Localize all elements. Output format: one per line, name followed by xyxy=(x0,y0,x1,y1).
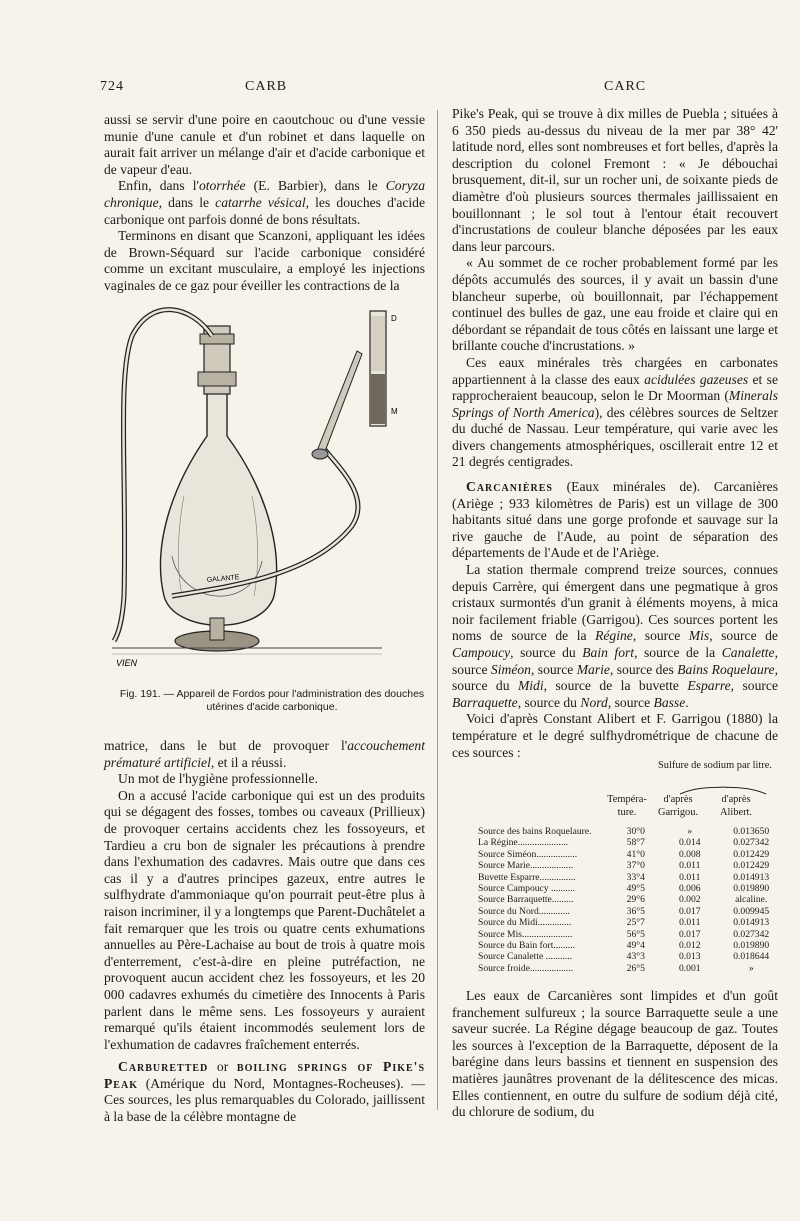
paragraph: La station thermale comprend treize sources, connues depuis Carrère, qui émergent dans une pegmatique à gros cristaux surmontés d'un granit à éléments moyens, à mica noir facilement friable (Garrigou). Ces sources portent les noms de source de la Régine, source Mis, source de Campoucy, source du Bain fort, source de la Canalette, source Siméon, source Marie, source des Bains Roquelaure, source du Midi, source de la buvette Esparre, source Barraquette, source du Nord, source Basse. xyxy=(452,562,778,710)
table-cell: Source du Bain fort......... xyxy=(478,940,575,952)
table-cell: Source Mis..................... xyxy=(478,928,573,940)
paragraph: Pike's Peak, qui se trouve à dix milles de Puebla ; situées à 6 350 pieds au-dessus du niveau de la mer par 38° 42' latitude nord, elles sont nombreuses et fort belles, d'après la description du colonel Fremont : « Je débouchai brusquement, dit-il, sur un rocher uni, de soixante pieds de diamètre d'où plusieurs sources thermales jaillissaient en bouillonnant ; le sol tout à l'entour était recouvert d'incrustations de couleur blanche déposées par les eaux dans leur parcours. xyxy=(452,106,778,254)
table-cell: 0.006 xyxy=(678,883,701,895)
paragraph: Voici d'après Constant Alibert et F. Garrigou (1880) la température et le degré sulfhydrométrique de chacune de ces sources : xyxy=(452,711,778,760)
table-cell: » xyxy=(687,826,693,837)
table-cell: 0.008 xyxy=(678,848,701,860)
paragraph: aussi se servir d'une poire en caoutchouc ou d'une vessie munie d'une canule et d'un robinet et dans laquelle on aurait fait arriver un mélange d'air et d'acide carbonique et de vapeur d'eau. xyxy=(104,112,425,177)
table-cell: Buvette Esparre............... xyxy=(478,871,576,883)
table-cell: 30°0 xyxy=(626,826,645,837)
table-cell: 0.018644 xyxy=(733,951,770,963)
table-cell: alcaline. xyxy=(735,894,768,906)
table-cell: 0.013 xyxy=(678,951,701,963)
table-cell: Source du Nord............. xyxy=(478,905,570,917)
col-header-alibert: d'après Alibert. xyxy=(719,794,753,818)
table-row xyxy=(478,860,783,871)
paragraph: Carcanières (Eaux minérales de). Carcanières (Ariège ; 933 kilomètres de Paris) est un village de 300 habitants situé dans une gorge profonde et sauvage sur la rive gauche de l'Aude, au point de séparation des départements de l'Aude et de l'Ariège. xyxy=(452,479,778,561)
table-row xyxy=(478,883,783,894)
label-vien: VIEN xyxy=(116,658,138,668)
table-row xyxy=(478,849,783,860)
table-cell: 0.011 xyxy=(679,917,701,929)
paragraph: Ces eaux minérales très chargées en carbonates appartiennent à la classe des eaux acidulées gazeuses et se rapprocheraient beaucoup, selon le Dr Moorman (Minerals Springs of North America), des célèbres sources de Seltzer du duché de Nassau. Leur température, qui varie avec les divers changements atmosphériques, oscillerait entre 12 et 21 degrés centigrades. xyxy=(452,354,779,470)
running-head-left: CARB xyxy=(245,79,288,94)
right-column-bottom xyxy=(452,988,778,1121)
table-cell: 37°0 xyxy=(626,860,645,872)
table-cell: 41°0 xyxy=(626,848,645,860)
table-cell: 0.012429 xyxy=(733,848,770,860)
table-cell: Source Marie.................. xyxy=(478,860,574,872)
table-cell: 26°5 xyxy=(626,962,645,974)
table-cell: 0.002 xyxy=(678,894,701,906)
right-column-top xyxy=(452,106,778,761)
paragraph: Enfin, dans l'otorrhée (E. Barbier), dans le Coryza chronique, dans le catarrhe vésical, les douches d'acide carbonique ont parfois donné de bons résultats. xyxy=(104,178,426,227)
table-row xyxy=(478,894,783,905)
table-cell: 49°4 xyxy=(626,940,645,952)
table-cell: 0.019890 xyxy=(733,883,770,895)
column-divider xyxy=(437,110,438,1110)
paragraph: Un mot de l'hygiène professionnelle. xyxy=(118,771,318,787)
table-cell: 36°5 xyxy=(626,905,645,917)
table-cell: Source des bains Roquelaure. xyxy=(478,826,592,837)
paragraph: « Au sommet de ce rocher probablement formé par les dépôts accumulés des sources, il y avait un bassin d'une blancheur superbe, où bouillonnait, par l'échappement continuel des bulles de gaz, une eau froide et claire qui en débordant se répandait de tous côtés en laissant une large et brillante couche d'incrustations. » xyxy=(452,255,778,354)
paragraph: Terminons en disant que Scanzoni, appliquant les idées de Brown-Séquard sur l'acide carbonique considéré comme un excitant musculaire, a employé les injections vaginales de ce gaz pour éveiller les contractions de la xyxy=(104,228,425,293)
paragraph: On a accusé l'acide carbonique qui est un des produits qui se dégagent des fosses, tombes ou caveaux (Prillieux) de provoquer certains accidents chez les fossoyeurs, et Tardieu a cru bon de signaler les précautions à prendre dans l'exhumation des cadavres. Mais outre que dans ces cas il y a d'autres principes gazeux, entre autres le sulfhydrate d'ammoniaque qu'on pourrait peut-être plus à raison incriminer, il y a longtemps que Parent-Duchâtelet a fait remarquer que les trois ou quatre cents exhumations annuelles au Père-Lachaise au bout de trois à quatre mois d'enterrement, c'est-à-dire en pleine putréfaction, ne provoquent aucun accident chez les fossoyeurs, et les 20 000 cadavres exhumés du cimetière des Innocents à Paris parlent dans le même sens. Les fossoyeurs y auraient remarqué qu'ils étaient incommodés seulement lors de l'exhumation de cadavres fraîchement enterrés. xyxy=(104,787,425,1052)
table-row xyxy=(478,929,783,940)
table-cell: Source Siméon................. xyxy=(478,848,578,860)
table-cell: Source du Midi.............. xyxy=(478,917,572,929)
table-cell: 0.014913 xyxy=(733,917,770,929)
table-cell: Source froide.................. xyxy=(478,962,574,974)
sources-table xyxy=(478,826,783,974)
paragraph: matrice, dans le but de provoquer l'accouchement prématuré artificiel, et il a réussi. xyxy=(104,738,425,770)
table-cell: 25°7 xyxy=(626,917,645,929)
label-d: D xyxy=(391,314,397,323)
col-header-garrigou: d'après Garrigou. xyxy=(657,794,699,818)
table-cell: » xyxy=(748,962,754,974)
table-row xyxy=(478,917,783,928)
table-cell: 49°5 xyxy=(626,883,645,895)
paragraph: Carburetted or boiling springs of Pike's Peak (Amérique du Nord, Montagnes-Rocheuses). — Ces sources, les plus remarquables du Colorado, jaillissent à la base de la célèbre montagne de xyxy=(104,1059,426,1125)
table-row xyxy=(478,906,783,917)
table-group-header: Sulfure de sodium par litre. xyxy=(658,760,772,771)
table-row xyxy=(478,872,783,883)
table-cell: Source Campoucy .......... xyxy=(478,883,575,895)
table-cell: La Régine..................... xyxy=(478,837,569,849)
table-row xyxy=(478,963,783,974)
table-cell: 0.012 xyxy=(678,940,701,952)
table-cell: 0.012429 xyxy=(733,860,770,872)
table-cell: Source Barraquette......... xyxy=(478,894,574,906)
table-cell: 43°3 xyxy=(626,951,645,963)
table-row xyxy=(478,940,783,951)
table-row xyxy=(478,837,783,848)
page-number: 724 xyxy=(100,79,124,94)
table-cell: 0.017 xyxy=(678,928,701,940)
table-cell: 0.019890 xyxy=(733,940,770,952)
table-cell: Source Canalette ........... xyxy=(478,951,573,963)
table-cell: 29°6 xyxy=(626,894,645,906)
table-cell: 0.013650 xyxy=(733,826,770,837)
figure-caption: Fig. 191. — Appareil de Fordos pour l'administration des douches utérines d'acide carbonique. xyxy=(119,688,425,713)
label-galante: GALANTE xyxy=(206,574,240,584)
left-column-top xyxy=(104,112,425,295)
table-cell: 0.017 xyxy=(678,905,701,917)
table-cell: 0.009945 xyxy=(733,905,770,917)
table-cell: 0.011 xyxy=(679,871,701,883)
table-cell: 0.014 xyxy=(678,837,701,849)
label-m: M xyxy=(391,407,398,416)
table-cell: 56°5 xyxy=(626,928,645,940)
table-row xyxy=(478,951,783,962)
left-column-bottom xyxy=(104,738,425,1126)
table-cell: 58°7 xyxy=(626,837,645,849)
table-cell: 0.001 xyxy=(678,962,701,974)
table-cell: 0.014913 xyxy=(733,871,770,883)
fordos-apparatus-illustration xyxy=(112,296,412,676)
table-row xyxy=(478,826,783,837)
table-cell: 33°4 xyxy=(626,871,645,883)
table-cell: 0.027342 xyxy=(733,928,770,940)
col-header-temp: Tempéra- ture. xyxy=(607,794,647,818)
table-cell: 0.027342 xyxy=(733,837,770,849)
paragraph: Les eaux de Carcanières sont limpides et d'un goût franchement sulfureux ; la source Barraquette seule a une saveur sucrée. La Régine dégage beaucoup de gaz. Toutes les sources à l'exception de la Barraquette, déposent de la barégine dans leurs bassins et tiennent en suspension des matières jaunâtres provenant de la délitescence des micas. Elles contiennent, en outre du sulfure de sodium déjà cité, du chlorure de sodium, du xyxy=(452,988,778,1120)
table-cell: 0.011 xyxy=(679,860,701,872)
running-head-right: CARC xyxy=(604,79,647,94)
